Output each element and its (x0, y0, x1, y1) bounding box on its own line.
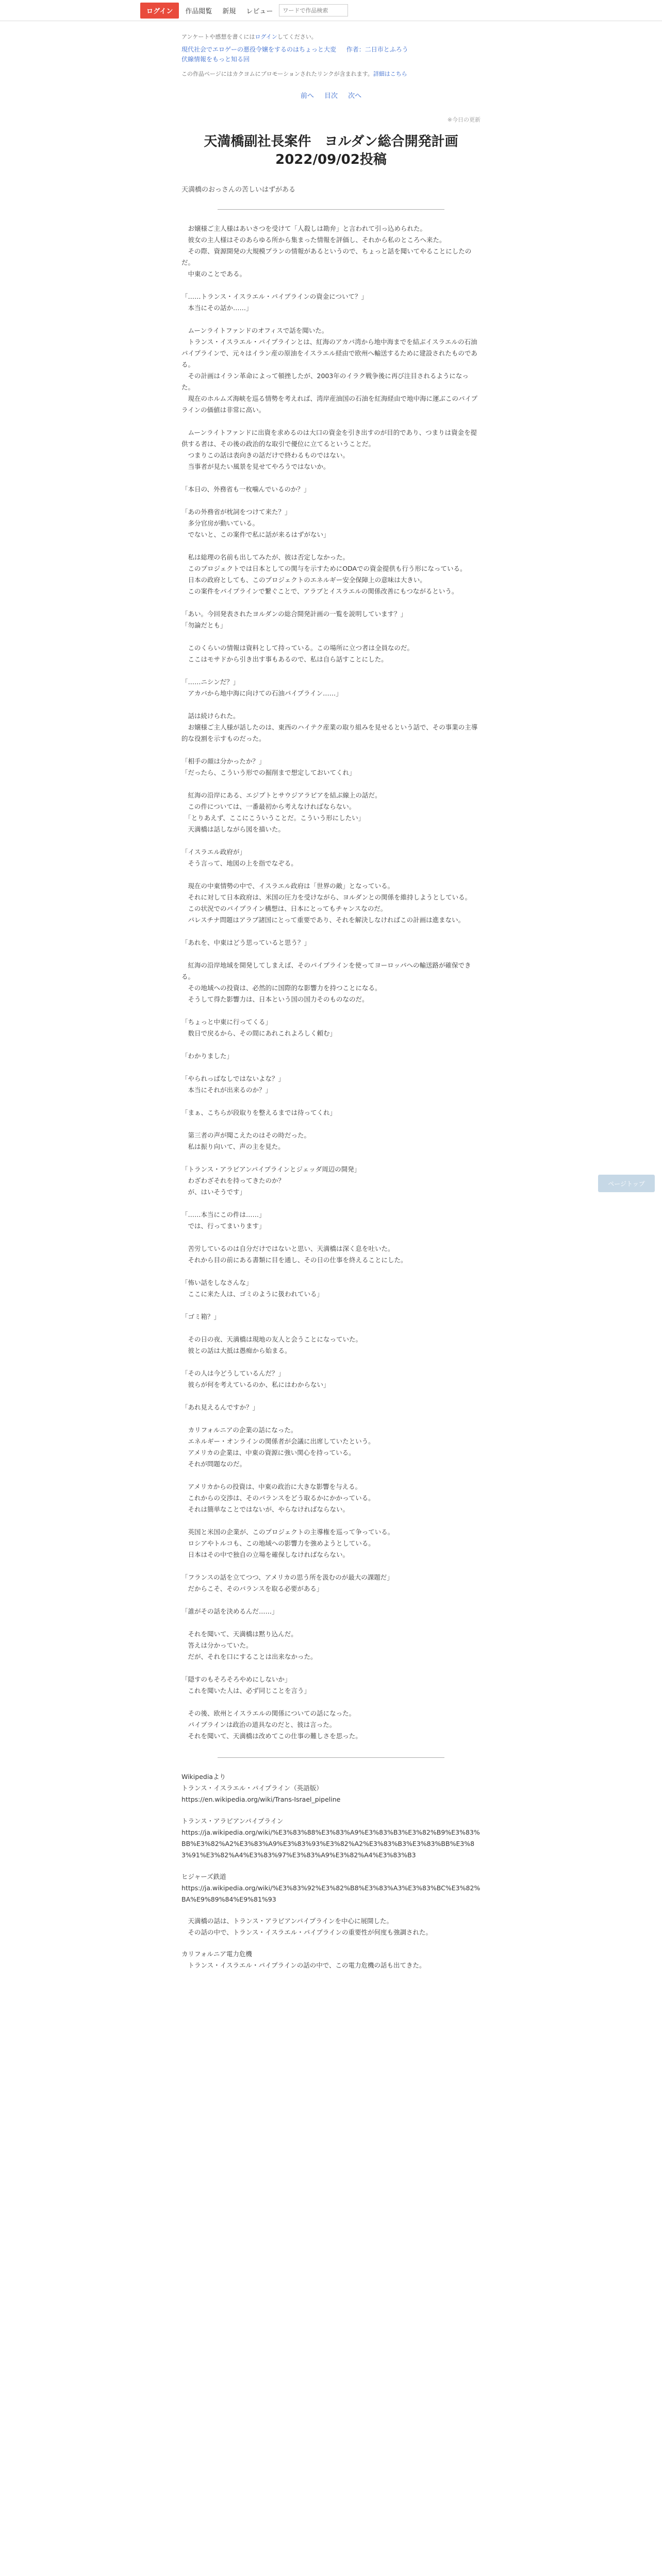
reference-entry: カリフォルニア電力危機 トランス・イスラエル・パイプラインの話の中で、この電力危機の話も出てきた。 (181, 1950, 426, 1969)
top-divider (218, 209, 444, 210)
notice-text: アンケートや感想を書くには (181, 33, 255, 40)
reference-entry: 天満橋の話は、トランス・アラビアンパイプラインを中心に展開した。 その話の中で、トランス・イスラエル・パイプラインの重要性が何度も強調された。 (188, 1917, 433, 1936)
chapter-pager-top (181, 90, 481, 100)
body-paragraph: 「やられっぱなしではないよな？」 本当にそれが出来るのか？」 (181, 1074, 285, 1094)
references-section (181, 1771, 481, 1971)
promotion-text: この作品ページにはカクヨムにプロモーションされたリンクが含まれます。 (181, 71, 373, 78)
breadcrumb-info-link[interactable]: 伏線情報をもっと知る回 (181, 56, 250, 63)
body-paragraph: 「ゴミ箱？」 (181, 1312, 221, 1320)
body-paragraph: 話は続けられた。 お嬢様ご主人様が話したのは、東西のハイテク産業の取り組みを見せるという話で、その事業の主導的な役割を示すものだった。 (181, 711, 478, 742)
body-paragraph: 現在の中東情勢の中で、イスラエル政府は「世界の敵」となっている。 それに対して日本政府は、米国の圧力を受けながら、ヨルダンとの関係を維持しようとしている。 この状況でのパイプライン構想は、日本にとってもチャンスなのだ。 パレスチナ問題はアラブ諸国にとって重要であり、それを解決しなければこの計画は進まない。 (188, 882, 472, 924)
body-paragraph: 「あれ見えるんですか？」 (181, 1403, 259, 1411)
body-paragraph: ムーンライトファンドのオフィスで話を聞いた。 トランス・イスラエル・パイプラインとは、紅海のアカバ湾から地中海までを結ぶイスラエルの石油パイプラインで、元々はイラン産の原油をイスラエル経由で欧州へ輸送するために建設されたものである。 その計画はイラン革命によって頓挫したが、2003年のイラク戦争後に再び注目されるようになった。 現在のホルムズ海峡を巡る情勢を考えれば、湾岸産油国の石油を紅海経由で地中海に運ぶこのパイプラインの価値は非常に高い。 (181, 326, 478, 414)
nav-browse-link[interactable]: 作品閲覧 (185, 7, 212, 15)
body-paragraph: 「あい。今回発表されたヨルダンの総合開発計画の一覧を説明しています？」 「勿論だとも」 (181, 609, 407, 629)
login-notice (181, 32, 481, 41)
body-paragraph: カリフォルニアの企業の話になった。 エネルギー・オンラインの関係者が会議に出席していたという。 アメリカの企業は、中東の資源に強い関心を持っている。 それが問題なのだ。 (188, 1426, 375, 1468)
body-paragraph: 「その人は今どうしているんだ？」 彼らが何を考えているのか、私にはわからない」 (181, 1369, 330, 1388)
body-paragraph: 「あれを、中東はどう思っていると思う？」 (181, 938, 311, 946)
body-paragraph: 「誰がその話を決めるんだ……」 (181, 1607, 278, 1615)
body-paragraph: アメリカからの投資は、中東の政治に大きな影響を与える。 これからの交渉は、そのバランスをどう取るかにかかっている。 それは簡単なことではないが、やらなければならない。 (188, 1482, 375, 1513)
chapter-title: 天満橋副社長案件 ヨルダン総合開発計画 2022/09/02投稿 (204, 134, 472, 168)
reference-entry: ヒジャーズ鉄道 https://ja.wikipedia.org/wiki/%E3%83%92%E3%82%B8%E3%83%A3%E3%83%BC%E3%82%BA%E9%89%84%E9%81%93 (181, 1872, 481, 1903)
login-button[interactable]: ログイン (140, 3, 179, 19)
body-paragraph: 第三者の声が聞こえたのはその時だった。 私は振り向いて、声の主を見た。 (188, 1131, 311, 1150)
body-paragraph: その日の夜、天満橋は現地の友人と会うことになっていた。 彼との話は大抵は愚痴から始まる。 (188, 1335, 362, 1354)
prev-chapter-link[interactable]: 前へ (300, 92, 314, 100)
body-paragraph: 私は総理の名前も出してみたが、彼は否定しなかった。 このプロジェクトでは日本としての関与を示すためにODAでの資金提供も行う形になっている。 日本の政府としても、このプロジェクトのエネルギー安全保障上の意味は大きい。 この案件をパイプラインで繋ぐことで、アラブとイスラエルの関係改善にもつながるという。 (188, 553, 467, 595)
nav-new-link[interactable]: 新規 (222, 7, 236, 15)
body-paragraph: 紅海の沿岸にある、エジプトとサウジアラビアを結ぶ線上の話だ。 この件については、一番最初から考えなければならない。 「とりあえず、ここにこういうことだ。こういう形にしたい」 天満橋は話しながら図を描いた。 (188, 791, 382, 833)
notice-suffix: してください。 (277, 33, 317, 40)
bottom-divider (218, 1757, 444, 1758)
body-paragraph: 「まぁ、こちらが段取りを整えるまでは待ってくれ」 (181, 1108, 337, 1116)
body-paragraph: 「本日の、外務省も一枚噛んでいるのか？」 (181, 485, 310, 493)
nav-review-link[interactable]: レビュー (246, 7, 273, 15)
body-paragraph: 「……トランス・イスラエル・パイプラインの資金について？」 本当にその話か……」 (181, 292, 368, 312)
body-paragraph: 英国と米国の企業が、このプロジェクトの主導権を巡って争っている。 ロシアやトルコも、この地域への影響力を強めようとしている。 日本はその中で独自の立場を確保しなければならない。 (188, 1528, 394, 1558)
top-navigation-bar (0, 0, 662, 21)
notice-login-link[interactable]: ログイン (255, 33, 277, 40)
body-paragraph: このくらいの情報は資料として持っている。この場所に立つ者は全員なのだ。 ここはモサドから引き出す事もあるので、私は自ら話すことにした。 (188, 643, 414, 663)
page-top-button[interactable]: ページトップ (598, 1175, 655, 1192)
body-paragraph: それを聞いて、天満橋は黙り込んだ。 答えは分かっていた。 だが、それを口にすることは出来なかった。 (188, 1630, 317, 1660)
toc-link[interactable]: 目次 (324, 92, 338, 100)
body-paragraph: 「相手の顔は分かったか？」 「だったら、こういう形での掘削まで想定しておいてくれ」 (181, 757, 356, 776)
update-date: ※今日の更新 (447, 116, 481, 124)
breadcrumb (181, 45, 481, 64)
content-column (181, 32, 481, 1971)
body-paragraph: 「……ニシンだ？」 アカバから地中海に向けての石油パイプライン……」 (181, 677, 342, 697)
body-paragraph: 「ちょっと中東に行ってくる」 数日で戻るから、その間にあれこれよろしく頼む」 (181, 1018, 337, 1037)
body-paragraph: 苦労しているのは自分だけではないと思い、天満橋は深く息を吐いた。 それから目の前にある書類に目を通し、その日の仕事を終えることにした。 (188, 1244, 407, 1264)
breadcrumb-author-link[interactable]: 作者：二日市とふろう (346, 46, 408, 53)
body-paragraph: 「イスラエル政府が」 そう言って、地図の上を指でなぞる。 (181, 848, 297, 867)
reference-entry: Wikipediaより トランス・イスラエル・パイプライン（英語版） https://en.wikipedia.org/wiki/Trans-Israel_pipeline (181, 1772, 341, 1803)
body-paragraph: 「……本当にこの件は……」 では、行ってまいります」 (181, 1210, 266, 1230)
body-paragraph: ムーンライトファンドに出資を求めるのは大口の資金を引き出すのが目的であり、つまりは資金を提供する者は、その後の政治的な取引で優位に立てるということだ。 つまりこの話は表向きの話だけで終わるものではない。 当事者が見たい風景を見せてやろうではないか。 (181, 428, 477, 470)
body-paragraph: 「わかりました」 (181, 1052, 234, 1060)
body-paragraph: 「あの外務省が枕詞をつけて来た？」 多分官房が動いている。 でないと、この案件で私に話が来るはずがない」 (181, 507, 330, 538)
body-paragraph: お嬢様ご主人様はあいさつを受けて「人殺しは勘弁」と言われて引っ込められた。 彼女の主人様はそのあらゆる所から集まった情報を評価し、それから私のところへ来た。 その際、資源開発の大規模プランの情報があるというので、ちょっと話を聞いてやることにしたのだ。 中東のことである。 (181, 224, 472, 278)
breadcrumb-work-link[interactable]: 現代社会でエロゲーの悪役令嬢をするのはちょっと大変 (181, 46, 337, 53)
reference-entry: トランス・アラビアンパイプライン https://ja.wikipedia.org/wiki/%E3%83%88%E3%83%A9%E3%83%B3%E3%82%B9%E3%83%BB%E3%82%A2%E3%83%A9%E3%83%93%E3%82%A2%E3%83%B3%E3%83%BB%E3%83%91%E3%82%A4%E3%83%97%E3%83%A9%E3%82%A4%E3%83%B3 (181, 1817, 480, 1859)
body-paragraph: 「怖い話をしなさんな」 ここに来た人は、ゴミのように扱われている」 (181, 1278, 324, 1298)
body-paragraph: 「隠すのもそろそろやめにしないか」 これを聞いた人は、必ず同じことを言う」 (181, 1675, 311, 1694)
chapter-subtitle: 天満橋のおっさんの苦しいはずがある (181, 185, 296, 194)
promotion-note (181, 70, 481, 78)
next-chapter-link[interactable]: 次へ (348, 92, 362, 100)
body-paragraph: 「フランスの話を立てつつ、アメリカの思う所を汲むのが最大の課題だ」 だからこそ、そのバランスを取る必要がある」 (181, 1573, 393, 1592)
body-paragraph: 「トランス・アラビアンパイプラインとジェッダ周辺の開発」 わざわざそれを持ってきたのか？ が、はいそうです」 (181, 1165, 361, 1196)
promotion-detail-link[interactable]: 詳細はこちら (373, 71, 407, 78)
search-input[interactable] (279, 4, 348, 16)
chapter-body (181, 223, 481, 1742)
body-paragraph: 紅海の沿岸地域を開発してしまえば、そのパイプラインを使ってヨーロッパへの輸送路が確保できる。 その地域への投資は、必然的に国際的な影響力を持つことになる。 そうして得た影響力は、日本という国の国力そのものなのだ。 (181, 961, 471, 1003)
body-paragraph: その後、欧州とイスラエルの関係についての話になった。 パイプラインは政治の道具なのだと、彼は言った。 それを聞いて、天満橋は改めてこの仕事の難しさを思った。 (188, 1709, 362, 1740)
